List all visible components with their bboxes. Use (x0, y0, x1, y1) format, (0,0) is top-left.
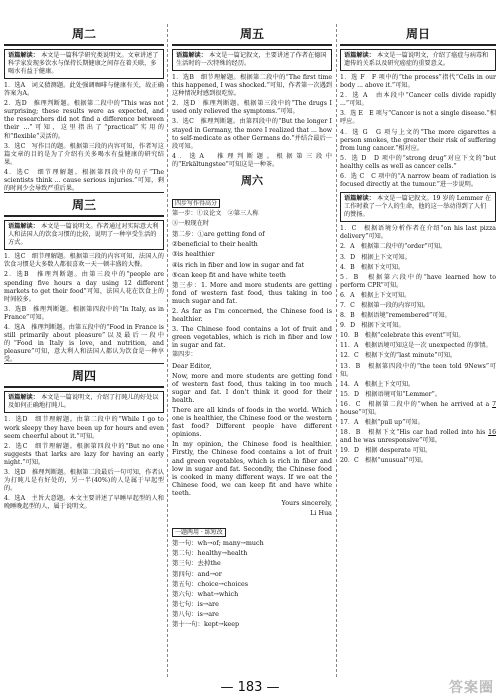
answer-item: 3．选C 推理判断题。由第四段中的“But the longer I stayed in Germany, the more I realized that ... how to self-medicate as other Germans do.”并结合最后一段可知。 (172, 118, 332, 150)
summary-label: 语篇解读： (8, 394, 39, 402)
letter-signature: Li Hua (310, 509, 332, 518)
answer-item: 3．选 E E 项与“Cancer is not a single disease.”相呼应。 (340, 110, 496, 126)
answer-item: 11．A 根据语境可知这是一次 unexpected 的事情。 (340, 342, 492, 350)
writing-step: 2. As far as I'm concerned, the Chinese food is healthier. (172, 306, 332, 324)
passage-summary-box (340, 49, 496, 71)
letter-paragraph: Now, more and more students are getting fond of western fast food, thus taking in too much sugar and fat. I don't think it good for their health. (172, 371, 332, 404)
answer-item: 1．选C 细节理解题。根据第三段的内容可知，法国人的饮食习惯是大多数人都很喜欢一天一顿丰盛的大餐。 (4, 253, 164, 269)
page-number: — 183 — (220, 680, 280, 695)
correction-item: 第一句：wh→of; many→much (172, 539, 264, 548)
section-title-wednesday: 周三 (4, 195, 164, 217)
answer-item: 15．D 根据语境可知“Lemmer”。 (340, 390, 441, 398)
answer-item: 4．选C 细节理解题。根据第四段中的句子“The scientists think ... cause serious injuries.”可知，剩的时间少会导致严重后果。 (4, 168, 164, 193)
section-title-sunday: 周日 (340, 24, 496, 46)
answer-item: 2．选B 推理判断题。由第三段中的“people are spending five hours a day using 12 different markets to get their food”可知，法国人花在饮食上的时间较多。 (4, 271, 164, 303)
summary-label: 语篇解读： (344, 52, 375, 59)
answer-text: 18．B 根据下文“His car had rolled into his (340, 429, 486, 437)
summary-text: 本文是一篇记叙文。19 岁的 Lemmer 在工作时救了一个人的生命，他的这一举动得到了人们的赞扬。 (344, 195, 492, 219)
summary-text: 本文是一篇记叙文，主要讲述了作者在德国生活时的一次特殊的经历。 (176, 52, 327, 67)
answer-item: 4．B 根据下文可知。 (340, 263, 405, 271)
correction-item: 第四句：and→or (172, 569, 222, 578)
summary-label: 语篇解读： (8, 223, 39, 231)
letter-paragraph: In my opinion, the Chinese food is healthier. Firstly, the Chinese food contains a lot of fruit and green vegetables, which is rich in fiber and low in sugar and fat. Secondly, the Chinese food is cooked in many different ways. If we eat the Chinese food, we can keep fit and have white teeth. (172, 440, 332, 497)
correction-item: 第三句：去掉the (172, 559, 221, 568)
answer-blank: 7 (492, 400, 496, 408)
answer-item: 3．选D 推理判断题。根据第二段最后一句可知，作者认为打盹儿是有好处的，另一半(40%)的人是属于早起型的。 (4, 469, 164, 493)
answer-item: 4．选A 推理判断题。由第五段中的“Food in France is still primarily about pleasure”以及最后一段中的“Food in Italy is love, and nutrition, and pleasure”可知，意大利人和法国人都认为饮食是一种享受。 (4, 323, 164, 364)
answer-text: house”可知。 (340, 409, 381, 416)
answer-item: 1．选A 词义猜测题。此处强调咖啡与健康有关，故正确答案为A。 (4, 82, 164, 98)
answer-text: 16．C 根据第二段中的“when he arrived at a (340, 400, 490, 408)
answer-item: 4．选A 主旨大意题。本文主要讲述了早睡早起型的人和晚睡晚起型的人，属于说明文。 (4, 495, 164, 511)
correction-item: 第二句：healthy→health (172, 549, 248, 558)
passage-summary-box (172, 49, 332, 71)
summary-label: 语篇解读： (344, 195, 375, 203)
answer-item: 2．选C 细节理解题。根据第四段中的“But no one suggests that larks are lazy for having an early night.”可知。 (4, 442, 164, 466)
answer-item: 10．B 根据“celebrate this event”可知。 (340, 332, 465, 340)
passage-summary-box (4, 220, 164, 250)
answer-item: 19．D 根据 desperate 可知。 (340, 447, 432, 455)
column-divider (336, 24, 337, 677)
writing-step: 第四步： (172, 351, 197, 359)
answer-item: 5．选 D D 项中的“strong drug”对应下文的“but healthy cells as well as cancer cells.” (340, 154, 496, 170)
summary-label: 语篇解读： (8, 52, 39, 59)
answer-item: 3．D 根据上下文可知。 (340, 253, 411, 261)
writing-step: 3. The Chinese food contains a lot of fruit and green vegetables, which is rich in fiber and low in sugar and fat. (172, 325, 332, 350)
correction-item: 第五句：choice→choices (172, 579, 249, 588)
section-title-tuesday: 周二 (4, 24, 164, 46)
passage-summary-box (4, 49, 164, 79)
answer-item: 6．选 C C 项中的“A narrow beam of radiation is focused directly at the tumour.”进一步说明。 (340, 173, 496, 189)
answer-item: 14．A 根据上下文可知。 (340, 380, 415, 388)
letter-salutation: Dear Editor, (172, 361, 212, 370)
column-1 (4, 24, 164, 677)
answer-item: 13．B 根据第四段中的“the teen told 9News”可知。 (340, 362, 496, 378)
answer-item: 2．选D 推理判断题。根据第三段中的“The drugs I used only relieved the symptoms.”可知。 (172, 100, 332, 116)
correction-item: 第七句：is→are (172, 599, 219, 608)
writing-step: 第二步：①are getting fond of (172, 230, 265, 239)
writing-step: ⑤can keep fit and have white teeth (172, 270, 286, 279)
answer-item: 2．A 根据第二段中的“order”可知。 (340, 243, 447, 251)
writing-step: ④is rich in fiber and low in sugar and fat (172, 260, 305, 269)
column-divider (167, 24, 168, 677)
passage-summary-box (4, 391, 164, 413)
answer-item: 1．选D 细节理解题。由第二段中的“While I go to work sleepy they have been up for hours and even seem cheerful about it.”可知。 (4, 416, 164, 440)
writing-steps-tag: 四步写作得高分 (172, 199, 220, 208)
answer-blank: 16 (488, 429, 496, 437)
answer-item: 12．C 根据下文的“last minute”可知。 (340, 352, 457, 360)
summary-text: 本文是一篇说明文，介绍了癌症与病毒和遗传的关系以及研究癌症的重要意义。 (344, 52, 489, 67)
writing-step: ③is healthier (172, 250, 215, 259)
correction-item: 第八句：is→are (172, 609, 219, 618)
writing-step: ③一般现在时 (172, 220, 210, 228)
answer-item: 1．C 根据语境分析作者在介绍“on his last pizza delivery”可知。 (340, 225, 496, 241)
watermark-logo: 答案圈 (449, 680, 494, 696)
answer-item: 8．B 根据语境“remembered”可知。 (340, 312, 451, 320)
answer-item: 20．C 根据“unusual”可知。 (340, 457, 428, 465)
answer-text: and he was unresponsive”可知。 (340, 437, 441, 445)
answer-item: 5．B 根据第六段中的“have learned how to perform CPR”可知。 (340, 273, 496, 289)
letter-paragraph: There are all kinds of foods in the world. Which one is healthier, the Chinese food or the western fast food? Different people have different opinions. (172, 406, 332, 439)
answer-item: 1．选 F F 项中的“the process”指代“Cells in our body ... above it.”可知。 (340, 74, 496, 90)
letter-closing: Yours sincerely, (281, 499, 332, 508)
section-title-saturday: 周六 (241, 174, 263, 188)
answer-item: 9．D 根据下文可知。 (340, 322, 405, 330)
answer-item (340, 429, 496, 445)
summary-text: 本文是一篇说明文，介绍了打盹儿的好处以及如何正确地打盹儿。 (8, 394, 159, 410)
answer-item: 4．选A 推理判断题。根据第三段中的“Erkältungstee”可知这是一种茶。 (172, 152, 332, 168)
summary-text: 本文是一篇科学研究类说明文。文章讲述了科学家发现多饮水与保持长期健康之间存在着关联，多喝水有益于健康。 (8, 52, 159, 75)
header-band (4, 2, 496, 20)
answer-item (340, 401, 496, 417)
answer-item: 7．C 根据第一段的内容可知。 (340, 301, 430, 309)
answer-item: 1．选B 细节理解题。根据第二段中的“The first time this happened, I was shocked.”可知，作者第一次遇到这种情况时感到很吃惊。 (172, 74, 332, 98)
passage-summary-box (340, 192, 496, 222)
section-title-thursday: 周四 (4, 366, 164, 388)
answer-item: 3．选B 推理判断题。根据第四段中的“In Italy, as in France”可知。 (4, 305, 164, 321)
answer-item: 2．选 A 由本段中“Cancer cells divide rapidly ...”可知。 (340, 92, 496, 108)
section-title-friday: 周五 (172, 24, 332, 46)
answer-item: 4．选 G G 项与上文的“The more cigarettes a person smokes, the greater their risk of suffering from lung cancer.”相对应。 (340, 128, 496, 152)
writing-step: 第一步：①议论文 ②第三人称 (172, 210, 259, 218)
answer-item: 17．A 根据“pull up”可知。 (340, 419, 424, 427)
answer-item: 6．A 根据上下文可知。 (340, 291, 411, 299)
column-2 (172, 24, 332, 677)
summary-text: 本文是一篇说明文。作者通过对实际意大利人和法国人的饮食习惯的比较，说明了一种享受生活的方式。 (8, 223, 159, 247)
writing-step: ②beneficial to their health (172, 240, 258, 249)
correction-item: 第十一句：kept→keep (172, 619, 240, 628)
writing-step: 第三步：1. More and more students are getting fond of western fast food, thus taking in too much sugar and fat. (172, 280, 332, 305)
column-3 (340, 24, 496, 677)
correction-tag: 一题两用 · 练短改 (172, 528, 226, 537)
answer-item: 2．选D 推理判断题。根据第二段中的“This was not surprising; these results were as expected, and the researchers did not find a difference between their ...”可知，这里指出了“practical”实用的和“flexible”灵活的。 (4, 100, 164, 140)
summary-label: 语篇解读： (176, 52, 207, 59)
answer-item: 3．选C 写作目的题。根据第三段的内容可知，作者写这篇文章的目的是为了介绍有关多喝水有益健康的研究结果。 (4, 142, 164, 166)
correction-item: 第六句：what→which (172, 589, 239, 598)
